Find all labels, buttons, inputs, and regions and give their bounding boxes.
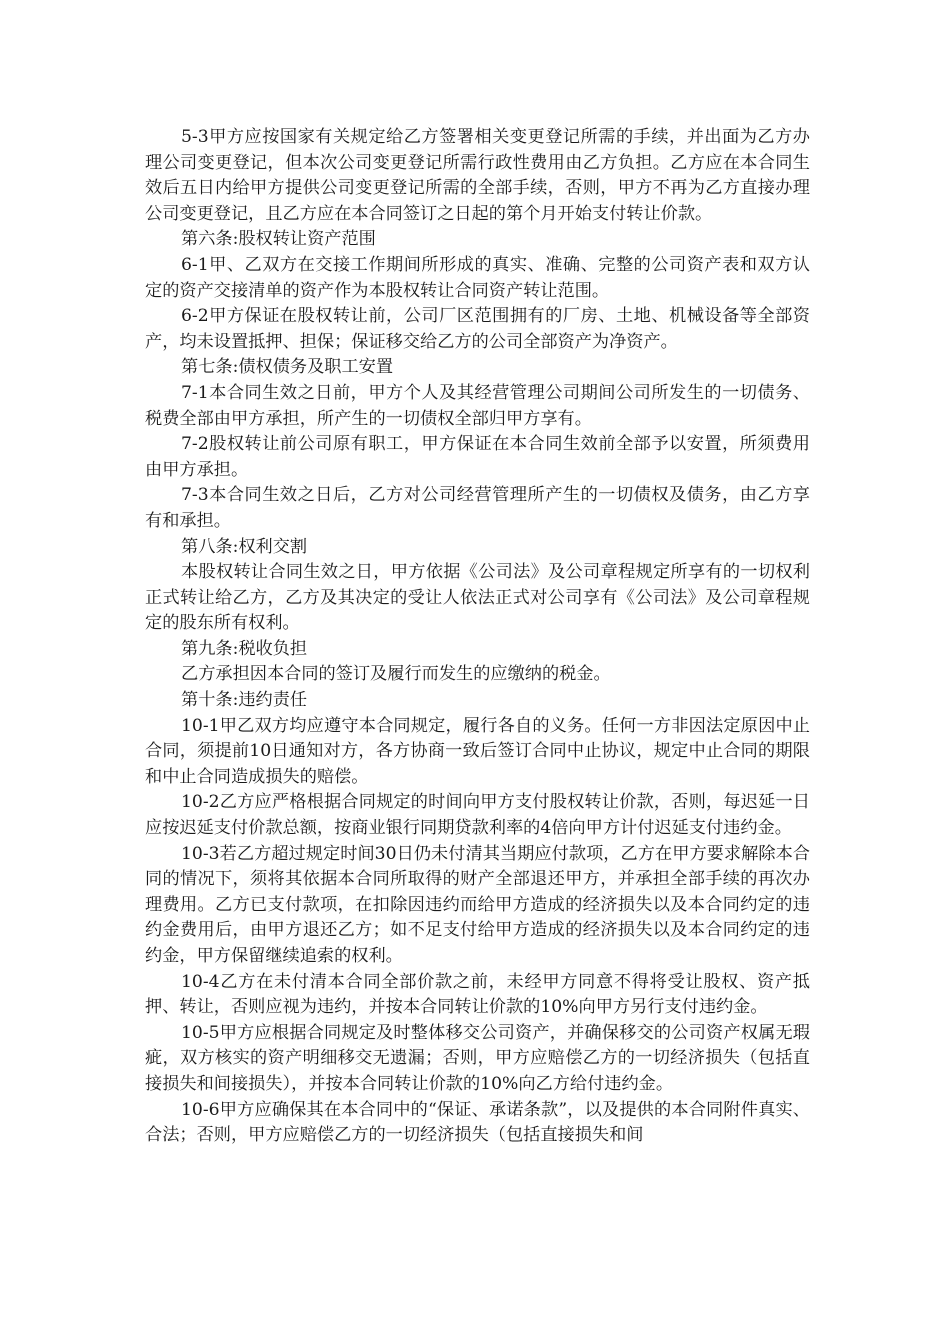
clause-5-3-paragraph: 5-3甲方应按国家有关规定给乙方签署相关变更登记所需的手续，并出面为乙方办理公司变更登记，但本次公司变更登记所需行政性费用由乙方负担。乙方应在本合同生效后五日内给甲方提供公司变更登记所需的全部手续，否则，甲方不再为乙方直接办理公司变更登记，且乙方应在本合同签订之日起的第个月开始支付转让价款。 [145,127,810,224]
article-9-paragraph: 乙方承担因本合同的签订及履行而发生的应缴纳的税金。 [181,664,611,685]
article-9-heading: 第九条:税收负担 [181,638,308,659]
clause-10-3-paragraph: 10-3若乙方超过规定时间30日仍未付清其当期应付款项，乙方在甲方要求解除本合同的情况下，须将其依据本合同所取得的财产全部退还甲方，并承担全部手续的再次办理费用。乙方已支付款项，在扣除因违约而给甲方造成的经济损失以及本合同约定的违约金费用后，由甲方退还乙方；如不足支付给甲方造成的经济损失以及本合同约定的违约金，甲方保留继续追索的权利。 [145,843,810,966]
clause-7-3-paragraph: 7-3本合同生效之日后，乙方对公司经营管理所产生的一切债权及债务，由乙方享有和承担。 [145,485,810,531]
clause-6-2-paragraph: 6-2甲方保证在股权转让前，公司厂区范围拥有的厂房、土地、机械设备等全部资产，均未设置抵押、担保；保证移交给乙方的公司全部资产为净资产。 [145,306,810,352]
clause-10-2-paragraph: 10-2乙方应严格根据合同规定的时间向甲方支付股权转让价款，否则，每迟延一日应按迟延支付价款总额，按商业银行同期贷款利率的4倍向甲方计付迟延支付违约金。 [145,792,810,839]
clause-10-6-paragraph: 10-6甲方应确保其在本合同中的“保证、承诺条款”，以及提供的本合同附件真实、合法；否则，甲方应赔偿乙方的一切经济损失（包括直接损失和间 [145,1099,810,1146]
article-7-heading: 第七条:债权债务及职工安置 [181,357,394,378]
document-body [145,125,810,1149]
article-6-heading: 第六条:股权转让资产范围 [181,229,376,250]
article-10-heading: 第十条:违约责任 [181,690,308,711]
article-8-paragraph: 本股权转让合同生效之日，甲方依据《公司法》及公司章程规定所享有的一切权利正式转让给乙方，乙方及其决定的受让人依法正式对公司享有《公司法》及公司章程规定的股东所有权利。 [145,562,810,634]
clause-6-1-paragraph: 6-1甲、乙双方在交接工作期间所形成的真实、准确、完整的公司资产表和双方认定的资产交接清单的资产作为本股权转让合同资产转让范围。 [145,254,810,301]
clause-10-5-paragraph: 10-5甲方应根据合同规定及时整体移交公司资产，并确保移交的公司资产权属无瑕疵，双方核实的资产明细移交无遗漏；否则，甲方应赔偿乙方的一切经济损失（包括直接损失和间接损失），并按本合同转让价款的10%向乙方给付违约金。 [145,1022,810,1094]
clause-7-2-paragraph: 7-2股权转让前公司原有职工，甲方保证在本合同生效前全部予以安置，所须费用由甲方承担。 [145,434,810,480]
clause-7-1-paragraph: 7-1本合同生效之日前，甲方个人及其经营管理公司期间公司所发生的一切债务、税费全部由甲方承担，所产生的一切债权全部归甲方享有。 [145,382,810,429]
clause-10-4-paragraph: 10-4乙方在未付清本合同全部价款之前，未经甲方同意不得将受让股权、资产抵押、转让，否则应视为违约，并按本合同转让价款的10%向甲方另行支付违约金。 [145,971,810,1018]
clause-10-1-paragraph: 10-1甲乙双方均应遵守本合同规定，履行各自的义务。任何一方非因法定原因中止合同，须提前10日通知对方，各方协商一致后签订合同中止协议，规定中止合同的期限和中止合同造成损失的赔偿。 [145,715,810,787]
article-8-heading: 第八条:权利交割 [181,536,308,557]
